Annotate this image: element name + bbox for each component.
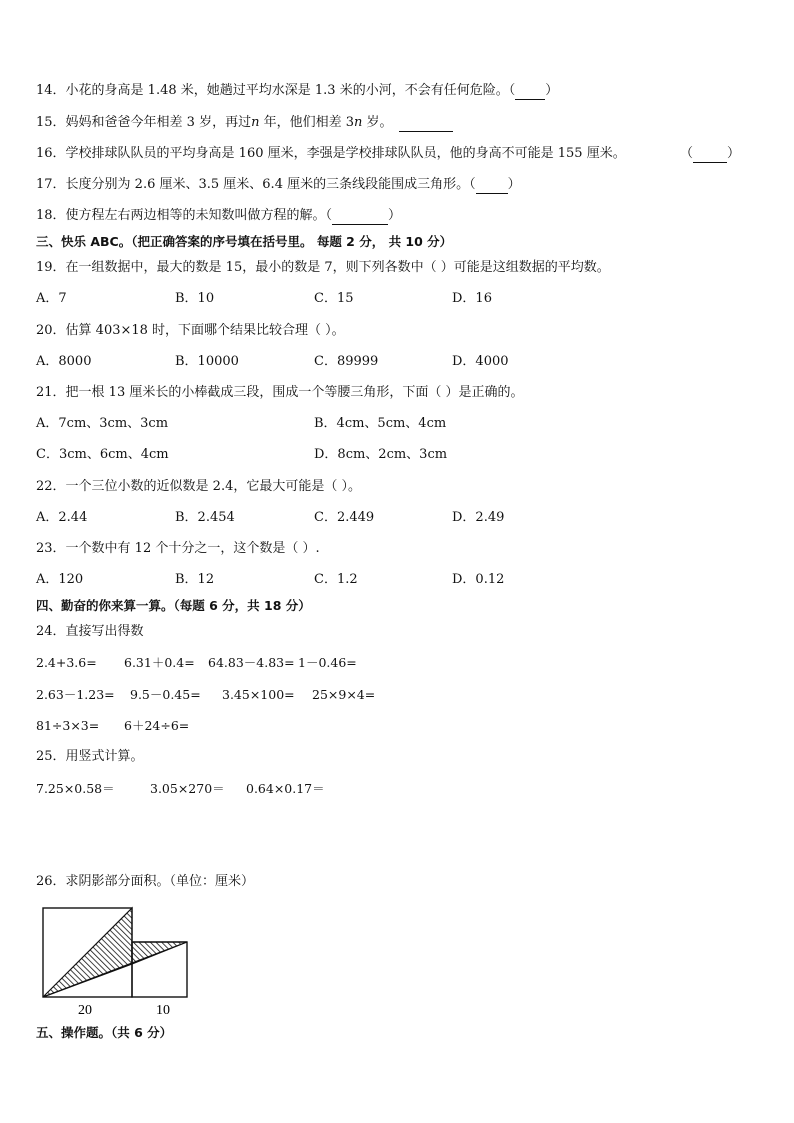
option-b[interactable]: B．2.454 (175, 510, 235, 525)
calc-item: 2.4+3.6= (36, 655, 97, 670)
option-c[interactable]: C．15 (314, 291, 354, 306)
answer-blank[interactable] (332, 210, 388, 225)
question-22: 22．一个三位小数的近似数是 2.4，它最大可能是（ ）。 (36, 479, 361, 494)
option-a[interactable]: A．7 (36, 291, 67, 306)
option-c[interactable]: C．89999 (314, 354, 379, 369)
calc-item: 64.83－4.83= (208, 655, 295, 670)
option-a[interactable]: A．2.44 (36, 510, 88, 525)
option-a[interactable]: A．7cm、3cm、3cm (36, 416, 169, 431)
calc-item: 0.64×0.17＝ (246, 781, 325, 796)
option-b[interactable]: B．12 (175, 572, 215, 587)
question-16-answer: （ ） (680, 146, 741, 161)
label-20: 20 (78, 1003, 92, 1018)
calc-item: 81÷3×3= (36, 718, 100, 733)
option-b[interactable]: B．10 (175, 291, 215, 306)
question-20: 20．估算 403×18 时，下面哪个结果比较合理（ ）。 (36, 323, 345, 338)
option-d[interactable]: D．16 (452, 291, 492, 306)
calc-item: 7.25×0.58＝ (36, 781, 115, 796)
question-21: 21．把一根 13 厘米长的小棒截成三段，围成一个等腰三角形，下面（ ）是正确的。 (36, 385, 524, 400)
calc-item: 9.5－0.45= (130, 687, 201, 702)
question-18: 18．使方程左右两边相等的未知数叫做方程的解。（ ） (36, 208, 402, 223)
question-19: 19．在一组数据中，最大的数是 15，最小的数是 7，则下列各数中（ ）可能是这组数据的平均数。 (36, 260, 610, 275)
question-25-title: 25．用竖式计算。 (36, 749, 144, 764)
option-c[interactable]: C．2.449 (314, 510, 375, 525)
question-23: 23．一个数中有 12 个十分之一，这个数是（ ）. (36, 541, 320, 556)
calc-item: 6.31＋0.4= (124, 655, 195, 670)
option-c[interactable]: C．1.2 (314, 572, 358, 587)
label-10: 10 (156, 1003, 170, 1018)
option-d[interactable]: D．2.49 (452, 510, 505, 525)
option-a[interactable]: A．120 (36, 572, 84, 587)
shaded-region-left (43, 908, 132, 997)
answer-blank[interactable] (515, 85, 545, 100)
question-26-title: 26．求阴影部分面积。（单位：厘米） (36, 874, 255, 889)
option-d[interactable]: D．8cm、2cm、3cm (314, 447, 448, 462)
calc-item: 1－0.46= (298, 655, 357, 670)
calc-item: 25×9×4= (312, 687, 376, 702)
option-d[interactable]: D．0.12 (452, 572, 505, 587)
section-5-title: 五、操作题。（共 6 分） (36, 1025, 173, 1040)
section-4-title: 四、勤奋的你来算一算。（每题 6 分，共 18 分） (36, 598, 311, 613)
shaded-area-figure (38, 904, 194, 1018)
calc-item: 2.63－1.23= (36, 687, 115, 702)
question-17: 17．长度分别为 2.6 厘米、3.5 厘米、6.4 厘米的三条线段能围成三角形。（ ） (36, 177, 521, 192)
question-14: 14．小花的身高是 1.48 米，她趟过平均水深是 1.3 米的小河，不会有任何危险。（ ） (36, 83, 559, 98)
calc-item: 3.45×100= (222, 687, 295, 702)
calc-item: 6＋24÷6= (124, 718, 190, 733)
option-b[interactable]: B．10000 (175, 354, 239, 369)
question-16: 16．学校排球队队员的平均身高是 160 厘米，李强是学校排球队队员，他的身高不可能是 155 厘米。 (36, 146, 626, 161)
question-24-title: 24．直接写出得数 (36, 624, 144, 639)
answer-blank[interactable] (693, 148, 727, 163)
option-a[interactable]: A．8000 (36, 354, 92, 369)
answer-blank[interactable] (399, 117, 453, 132)
answer-blank[interactable] (476, 179, 508, 194)
option-c[interactable]: C．3cm、6cm、4cm (36, 447, 169, 462)
option-b[interactable]: B．4cm、5cm、4cm (314, 416, 447, 431)
section-3-title: 三、快乐 ABC。（把正确答案的序号填在括号里。 每题 2 分， 共 10 分） (36, 234, 453, 249)
calc-item: 3.05×270＝ (150, 781, 225, 796)
option-d[interactable]: D．4000 (452, 354, 509, 369)
question-15: 15．妈妈和爸爸今年相差 3 岁，再过n 年，他们相差 3n 岁。 (36, 114, 453, 132)
